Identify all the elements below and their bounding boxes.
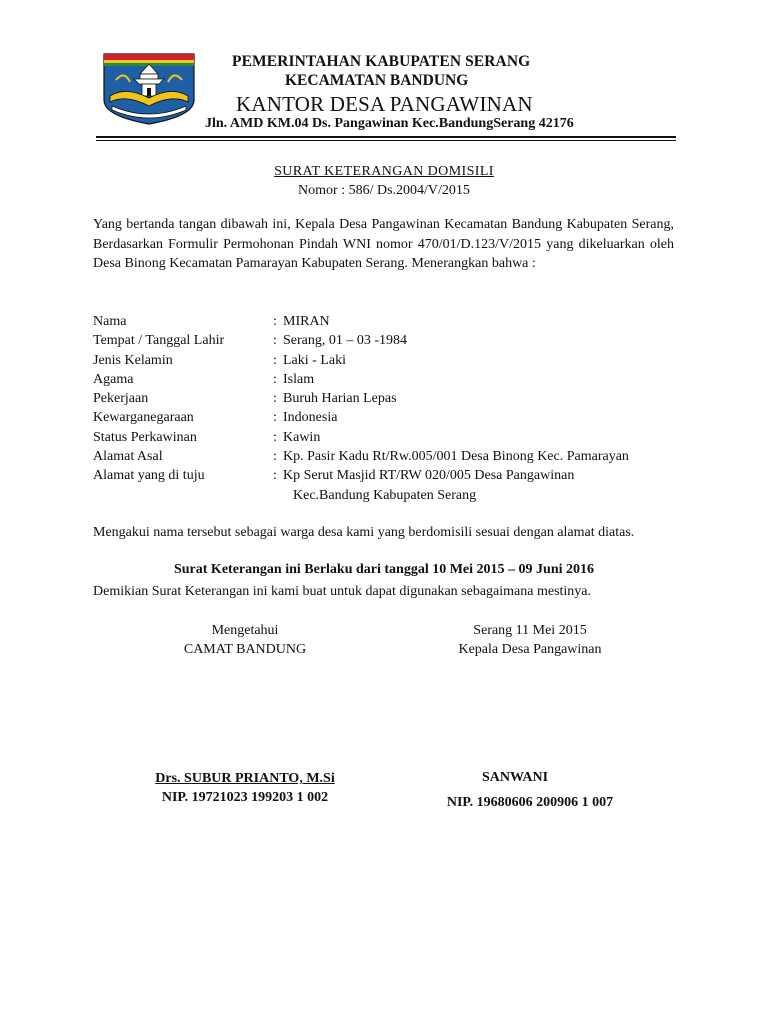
field-value: Buruh Harian Lepas	[283, 391, 397, 407]
field-value: Kp. Pasir Kadu Rt/Rw.005/001 Desa Binong Kec. Pamarayan	[283, 449, 629, 465]
statement-paragraph: Mengakui nama tersebut sebagai warga desa kami yang berdomisili sesuai dengan alamat diatas.	[93, 525, 635, 540]
field-row-religion	[93, 370, 683, 389]
field-colon: :	[273, 429, 277, 445]
validity-line: Surat Keterangan ini Berlaku dari tanggal 10 Mei 2015 – 09 Juni 2016	[173, 562, 594, 577]
field-label: Nama	[93, 314, 127, 329]
header-office: KANTOR DESA PANGAWINAN	[236, 92, 533, 116]
header-government: PEMERINTAHAN KABUPATEN SERANG	[232, 53, 531, 70]
signature-right-line1: Serang 11 Mei 2015	[473, 623, 587, 638]
field-value: MIRAN	[283, 314, 330, 329]
signature-right-line2: Kepala Desa Pangawinan	[458, 642, 602, 657]
header-address: Jln. AMD KM.04 Ds. Pangawinan Kec.BandungSerang 42176	[205, 116, 574, 131]
field-row-name	[93, 312, 683, 331]
field-value: Laki - Laki	[283, 352, 346, 368]
signer-right-nip: NIP. 19680606 200906 1 007	[446, 795, 614, 810]
document-number: Nomor : 586/ Ds.2004/V/2015	[298, 183, 470, 198]
field-row-gender	[93, 351, 683, 370]
intro-paragraph: Yang bertanda tangan dibawah ini, Kepala Desa Pangawinan Kecamatan Bandung Kabupaten Serang, Berdasarkan Formulir Permohonan Pindah WNI nomor 470/01/D.123/V/2015 yang dikeluarkan oleh Desa Binong Kecamatan Pamarayan Kabupaten Serang. Menerangkan bahwa :	[93, 217, 674, 271]
field-value: Indonesia	[283, 410, 338, 426]
signature-left-line1: Mengetahui	[211, 623, 279, 638]
field-label: Jenis Kelamin	[93, 352, 173, 368]
field-label: Pekerjaan	[93, 391, 149, 407]
field-row-marital	[93, 428, 683, 447]
signature-block-right	[420, 621, 640, 659]
field-colon: :	[273, 449, 277, 465]
regency-crest-icon	[96, 50, 202, 128]
field-colon: :	[273, 352, 277, 368]
field-colon: :	[273, 391, 277, 407]
field-colon: :	[273, 410, 277, 426]
field-label: Status Perkawinan	[93, 429, 197, 445]
signer-left-nip: NIP. 19721023 199203 1 002	[161, 790, 329, 805]
field-colon: :	[273, 468, 277, 484]
field-row-birth	[93, 331, 683, 350]
field-row-origin	[93, 447, 683, 466]
field-label: Agama	[93, 371, 134, 387]
signer-right-name: SANWANI	[481, 770, 549, 785]
field-colon: :	[273, 333, 277, 349]
field-row-destination	[93, 466, 683, 505]
field-value: Serang, 01 – 03 -1984	[283, 333, 408, 349]
field-row-occupation	[93, 389, 683, 408]
signer-left-name: Drs. SUBUR PRIANTO, M.Si	[155, 771, 335, 786]
field-colon: :	[273, 314, 277, 329]
field-value-line2: Kec.Bandung Kabupaten Serang	[293, 487, 477, 503]
field-label: Tempat / Tanggal Lahir	[93, 333, 225, 349]
identity-table	[93, 312, 683, 505]
signature-block-left	[160, 621, 330, 659]
header-rule-thick	[96, 136, 676, 138]
field-row-citizenship	[93, 408, 683, 427]
field-label: Alamat Asal	[93, 449, 163, 465]
field-value: Kawin	[283, 429, 321, 445]
header-rule-thin	[96, 140, 676, 141]
field-label: Alamat yang di tuju	[93, 468, 205, 484]
field-label: Kewarganegaraan	[93, 410, 194, 426]
field-colon: :	[273, 371, 277, 387]
field-value	[283, 466, 683, 505]
document-title: SURAT KETERANGAN DOMISILI	[274, 164, 494, 179]
field-value: Islam	[283, 371, 315, 387]
closing-paragraph: Demikian Surat Keterangan ini kami buat untuk dapat digunakan sebagaimana mestinya.	[93, 584, 592, 599]
signature-left-line2: CAMAT BANDUNG	[183, 642, 307, 657]
field-value-line1: Kp Serut Masjid RT/RW 020/005 Desa Pangawinan	[283, 468, 575, 484]
header-district: KECAMATAN BANDUNG	[285, 72, 469, 89]
